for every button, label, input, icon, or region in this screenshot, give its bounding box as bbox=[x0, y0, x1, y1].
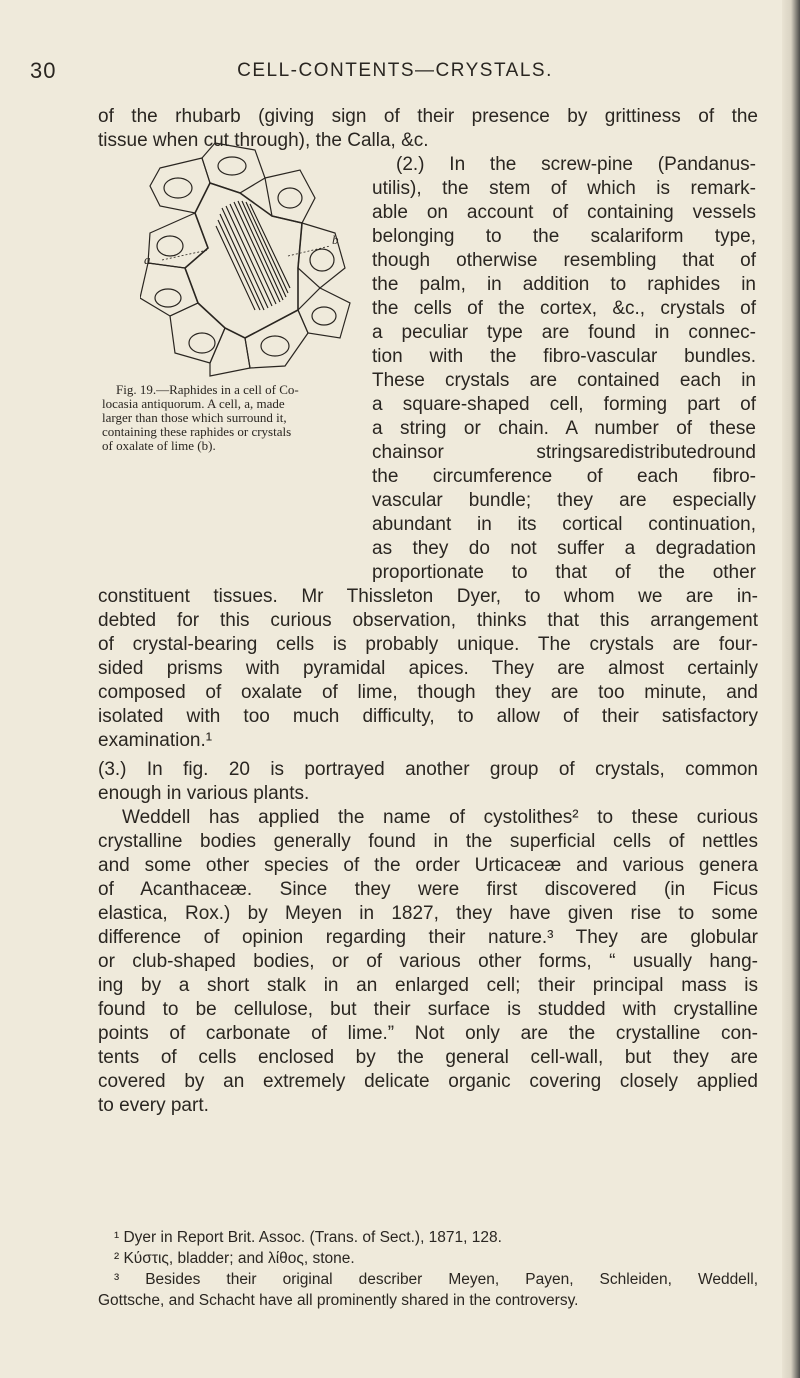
running-head: CELL-CONTENTS—CRYSTALS. bbox=[237, 60, 553, 81]
text-line: to every part. bbox=[98, 1095, 209, 1116]
paragraph-screw-pine bbox=[372, 153, 756, 585]
text-line: a string or chain. A number of these bbox=[372, 418, 756, 439]
footnote-3: ³ Besides their original describer Meyen, Payen, Schleiden, Weddell, bbox=[114, 1271, 758, 1288]
text-line: the palm, in addition to raphides in bbox=[372, 274, 756, 295]
text-line: proportionate to that of the other bbox=[372, 562, 756, 583]
text-line: tion with the fibro-vascular bundles. bbox=[372, 346, 756, 367]
text-line: found to be cellulose, but their surface is studded with crystalline bbox=[98, 999, 758, 1020]
text-line: debted for this curious observation, thinks that this arrangement bbox=[98, 610, 758, 631]
text-line: composed of oxalate of lime, though they are too minute, and bbox=[98, 682, 758, 703]
caption-line: Fig. 19.—Raphides in a cell of Co- bbox=[116, 382, 299, 397]
caption-line: locasia antiquorum. A cell, a, made bbox=[102, 396, 285, 411]
text-line: vascular bundle; they are especially bbox=[372, 490, 756, 511]
text-line: difference of opinion regarding their nature.³ They are globular bbox=[98, 927, 758, 948]
text-line: the circumference of each fibro- bbox=[372, 466, 756, 487]
text-line: the cells of the cortex, &c., crystals of bbox=[372, 298, 756, 319]
text-line: though otherwise resembling that of bbox=[372, 250, 756, 271]
text-line: sided prisms with pyramidal apices. They are almost certainly bbox=[98, 658, 758, 679]
cell-drawing bbox=[140, 138, 360, 378]
text-line: (3.) In fig. 20 is portrayed another group of crystals, common bbox=[98, 759, 758, 780]
text-line: utilis), the stem of which is remark- bbox=[372, 178, 756, 199]
text-line: and some other species of the order Urticaceæ and various genera bbox=[98, 855, 758, 876]
text-line: of Acanthaceæ. Since they were first discovered (in Ficus bbox=[98, 879, 758, 900]
text-line: chainsor stringsaredistributedround bbox=[372, 442, 756, 463]
text-line: (2.) In the screw-pine (Pandanus- bbox=[396, 154, 756, 175]
text-line: elastica, Rox.) by Meyen in 1827, they have given rise to some bbox=[98, 903, 758, 924]
text-line: a square-shaped cell, forming part of bbox=[372, 394, 756, 415]
caption-line: larger than those which surround it, bbox=[102, 410, 287, 425]
text-line: tents of cells enclosed by the general cell-wall, but they are bbox=[98, 1047, 758, 1068]
footnote-3-continued: Gottsche, and Schacht have all prominently shared in the controversy. bbox=[98, 1292, 579, 1309]
paragraph-fig-20 bbox=[98, 758, 758, 806]
page-edge-shadow bbox=[782, 0, 800, 1378]
text-line: crystalline bodies generally found in the superficial cells of nettles bbox=[98, 831, 758, 852]
paragraph-continuation bbox=[98, 585, 758, 753]
caption-line: of oxalate of lime (b). bbox=[102, 438, 216, 453]
text-line: able on account of containing vessels bbox=[372, 202, 756, 223]
paragraph-cystolithes bbox=[98, 806, 758, 1118]
text-line: examination.¹ bbox=[98, 730, 213, 751]
page-number: 30 bbox=[30, 58, 57, 83]
text-line: ing by a short stalk in an enlarged cell; their principal mass is bbox=[98, 975, 758, 996]
text-line: or club-shaped bodies, or of various other forms, “ usually hang- bbox=[98, 951, 758, 972]
footnote-1: ¹ Dyer in Report Brit. Assoc. (Trans. of Sect.), 1871, 128. bbox=[114, 1229, 502, 1246]
text-line: of crystal-bearing cells is probably unique. The crystals are four- bbox=[98, 634, 758, 655]
text-line: a peculiar type are found in connec- bbox=[372, 322, 756, 343]
text-line: constituent tissues. Mr Thissleton Dyer, to whom we are in- bbox=[98, 586, 758, 607]
footnote-2: ² Κύστις, bladder; and λίθος, stone. bbox=[114, 1250, 355, 1267]
figure-caption bbox=[102, 383, 368, 453]
text-line: as they do not suffer a degradation bbox=[372, 538, 756, 559]
figure-raphides-cells bbox=[140, 138, 360, 378]
figure-label-a: a bbox=[144, 252, 151, 267]
text-line: belonging to the scalariform type, bbox=[372, 226, 756, 247]
text-line: tissue when cut through), the Calla, &c. bbox=[98, 130, 429, 151]
caption-line: containing these raphides or crystals bbox=[102, 424, 292, 439]
footnotes bbox=[98, 1227, 758, 1311]
text-line: enough in various plants. bbox=[98, 783, 310, 804]
text-line: points of carbonate of lime.” Not only are the crystalline con- bbox=[98, 1023, 758, 1044]
text-line: Weddell has applied the name of cystolithes² to these curious bbox=[122, 807, 758, 828]
text-line: These crystals are contained each in bbox=[372, 370, 756, 391]
text-line: of the rhubarb (giving sign of their presence by grittiness of the bbox=[98, 106, 758, 127]
text-line: isolated with too much difficulty, to allow of their satisfactory bbox=[98, 706, 758, 727]
figure-label-b: b bbox=[332, 232, 339, 247]
text-line: covered by an extremely delicate organic covering closely applied bbox=[98, 1071, 758, 1092]
page-header bbox=[30, 58, 760, 82]
text-line: abundant in its cortical continuation, bbox=[372, 514, 756, 535]
